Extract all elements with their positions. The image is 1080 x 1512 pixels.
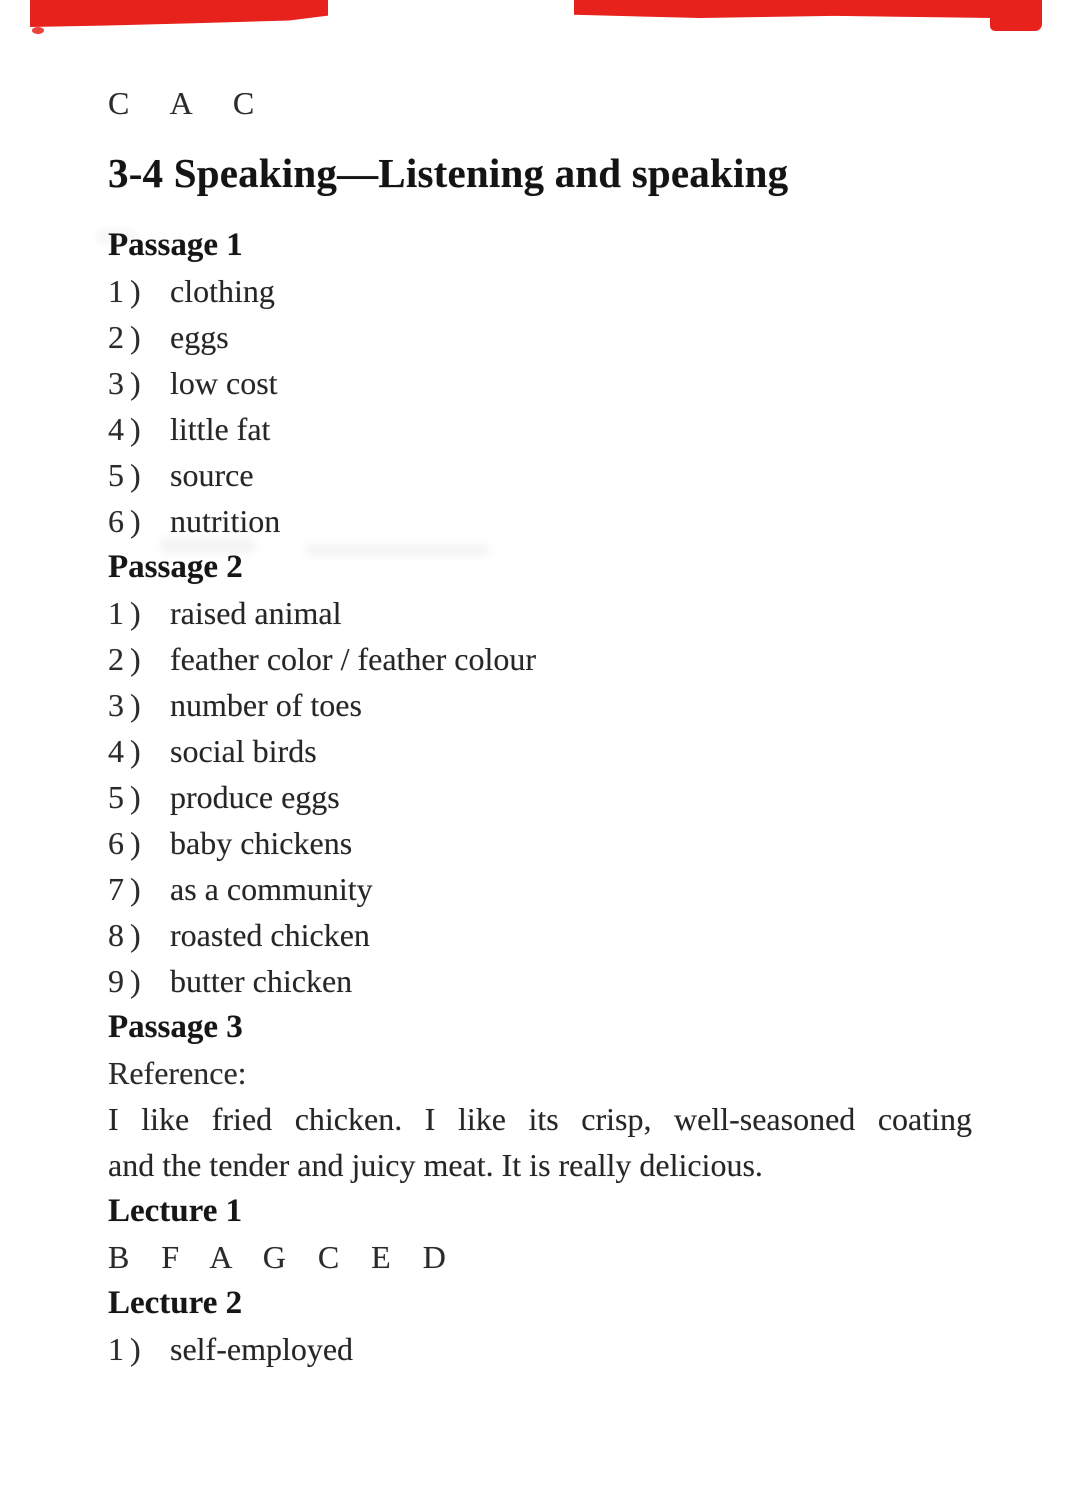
answer-key-body [108,222,972,1372]
item-number: 2) [108,319,147,355]
item-text: as a community [170,871,373,907]
answer-item [108,452,972,498]
reference-text-line: I like fried chicken. I like its crisp, well-seasoned coating [108,1101,972,1137]
reference-text-line: and the tender and juicy meat. It is really delicious. [108,1147,763,1183]
answer-item [108,774,972,820]
answer-item [108,728,972,774]
answer-item [108,682,972,728]
red-scan-speck [32,27,44,34]
top-answer-letters: C A C [108,85,255,121]
passage3-title: Passage 3 [108,1009,243,1045]
item-number: 5) [108,457,147,493]
unit-heading: 3-4 Speaking—Listening and speaking [108,150,789,196]
item-text: eggs [170,319,229,355]
item-number: 6) [108,825,147,861]
answer-item [108,958,972,1004]
item-text: produce eggs [170,779,340,815]
lecture1-title: Lecture 1 [108,1193,243,1229]
item-text: butter chicken [170,963,353,999]
passage1-title: Passage 1 [108,227,243,263]
item-number: 1) [108,595,147,631]
passage2-title: Passage 2 [108,549,243,585]
answer-item [108,866,972,912]
lecture2-title: Lecture 2 [108,1285,243,1321]
answer-item [108,268,972,314]
answer-item [108,360,972,406]
item-text: number of toes [170,687,362,723]
item-number: 1) [108,1331,147,1367]
item-text: nutrition [170,503,281,539]
answer-item [108,590,972,636]
item-number: 3) [108,365,147,401]
item-text: little fat [170,411,271,447]
item-number: 5) [108,779,147,815]
item-number: 4) [108,411,147,447]
item-number: 4) [108,733,147,769]
answer-item [108,1326,972,1372]
item-number: 6) [108,503,147,539]
answer-item [108,498,972,544]
item-number: 9) [108,963,147,999]
item-text: roasted chicken [170,917,370,953]
item-text: feather color / feather colour [170,641,537,677]
item-text: source [170,457,254,493]
item-number: 8) [108,917,147,953]
item-number: 3) [108,687,147,723]
lecture1-answer-letters: B F A G C E D [108,1239,446,1275]
reference-label: Reference: [108,1055,247,1091]
item-text: clothing [170,273,275,309]
item-text: baby chickens [170,825,353,861]
page-content [108,0,972,1372]
item-text: raised animal [170,595,342,631]
item-number: 2) [108,641,147,677]
answer-item [108,314,972,360]
item-number: 7) [108,871,147,907]
answer-item [108,636,972,682]
item-number: 1) [108,273,147,309]
red-scan-artifact-corner [990,0,1042,31]
item-text: low cost [170,365,278,401]
item-text: social birds [170,733,317,769]
answer-item [108,820,972,866]
answer-item [108,912,972,958]
answer-item [108,406,972,452]
item-text: self-employed [170,1331,354,1367]
